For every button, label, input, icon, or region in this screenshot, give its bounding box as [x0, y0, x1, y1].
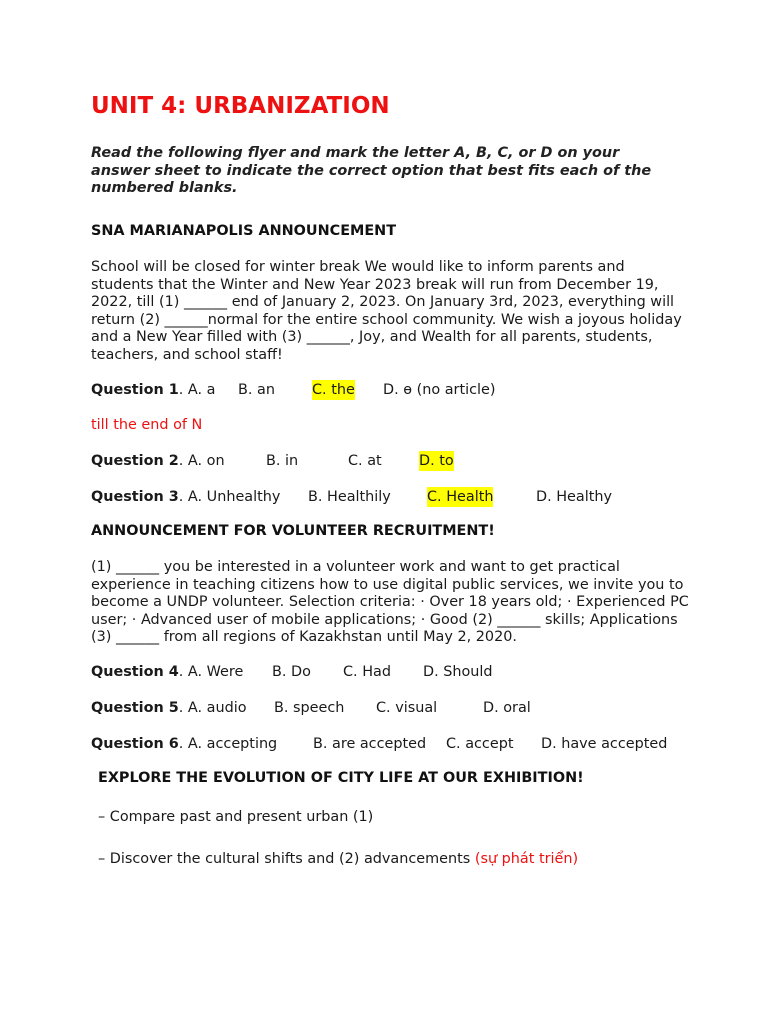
question-1-option-c: C. the [312, 382, 355, 398]
question-6-option-b: B. are accepted [313, 736, 427, 752]
question-2-option-c: C. at [348, 453, 382, 469]
question-6-line [91, 734, 691, 754]
section1-paragraph: School will be closed for winter break We would like to inform parents and students that the Winter and New Year 2023 break will run from December 19, 2022, till (1) ______ end of January 2, 2023. On January 3rd, 2023, everything will return (2) ______normal for the entire school community. We wish a joyous holiday and a New Year filled with (3) ______, Joy, and Wealth for all parents, students, teachers, and school staff! [91, 259, 682, 363]
page-title: UNIT 4: URBANIZATION [91, 93, 390, 119]
question-3-option-c: C. Health [427, 489, 494, 505]
section2-heading: ANNOUNCEMENT FOR VOLUNTEER RECRUITMENT! [91, 523, 495, 539]
question-5-option-c: C. visual [376, 700, 438, 716]
question-5-option-b: B. speech [274, 700, 345, 716]
question-4-label: Question 4 [91, 664, 179, 680]
bullet-compare-urban: – Compare past and present urban (1) [98, 809, 374, 825]
question-1-option-a: . A. a [178, 382, 216, 398]
question-3-option-d: D. Healthy [536, 489, 613, 505]
question-3-option-b: B. Healthily [308, 489, 391, 505]
question-2-line [91, 451, 691, 471]
question-4-option-b: B. Do [272, 664, 311, 680]
question-2-option-a: . A. on [178, 453, 225, 469]
question-1-option-b: B. an [238, 382, 275, 398]
section3-heading: EXPLORE THE EVOLUTION OF CITY LIFE AT OUR EXHIBITION! [98, 770, 584, 786]
question-4-option-a: . A. Were [178, 664, 244, 680]
question-5-option-d: D. oral [483, 700, 531, 716]
bullet-2-note: (sự phát triển) [474, 851, 579, 867]
section2-paragraph: (1) ______ you be interested in a volunteer work and want to get practical experience in teaching citizens how to use digital public services, we invite you to become a UNDP volunteer. Selection criteria: · Over 18 years old; · Experienced PC user; · Advanced user of mobile applications; · Good (2) ______ skills; Applications (3) ______ from all regions of Kazakhstan until May 2, 2020. [91, 559, 689, 645]
question-4-option-c: C. Had [343, 664, 391, 680]
question-3-line [91, 487, 691, 507]
bullet-2-text: – Discover the cultural shifts and (2) advancements [98, 851, 475, 867]
bullet-discover-cultural-shifts [98, 849, 578, 869]
question-4-option-d: D. Should [423, 664, 493, 680]
question-4-line [91, 662, 691, 682]
question-3-option-a: . A. Unhealthy [178, 489, 281, 505]
question-6-option-a: . A. accepting [178, 736, 278, 752]
section1-heading: SNA MARIANAPOLIS ANNOUNCEMENT [91, 223, 397, 239]
question-5-line [91, 698, 691, 718]
instructions-text: Read the following flyer and mark the letter A, B, C, or D on your answer sheet to indicate the correct option that best fits each of the numbered blanks. [91, 145, 652, 196]
question-6-option-d: D. have accepted [541, 736, 668, 752]
question-3-label: Question 3 [91, 489, 179, 505]
question-5-label: Question 5 [91, 700, 179, 716]
question-2-option-b: B. in [266, 453, 299, 469]
question-6-option-c: C. accept [446, 736, 514, 752]
question-2-option-d: D. to [419, 453, 454, 469]
question-6-label: Question 6 [91, 736, 179, 752]
question-1-line [91, 380, 691, 400]
question-1-option-d: D. ɵ (no article) [383, 382, 496, 398]
question-1-label: Question 1 [91, 382, 179, 398]
question-2-label: Question 2 [91, 453, 179, 469]
note-till-the-end: till the end of N [91, 417, 203, 433]
question-5-option-a: . A. audio [178, 700, 247, 716]
